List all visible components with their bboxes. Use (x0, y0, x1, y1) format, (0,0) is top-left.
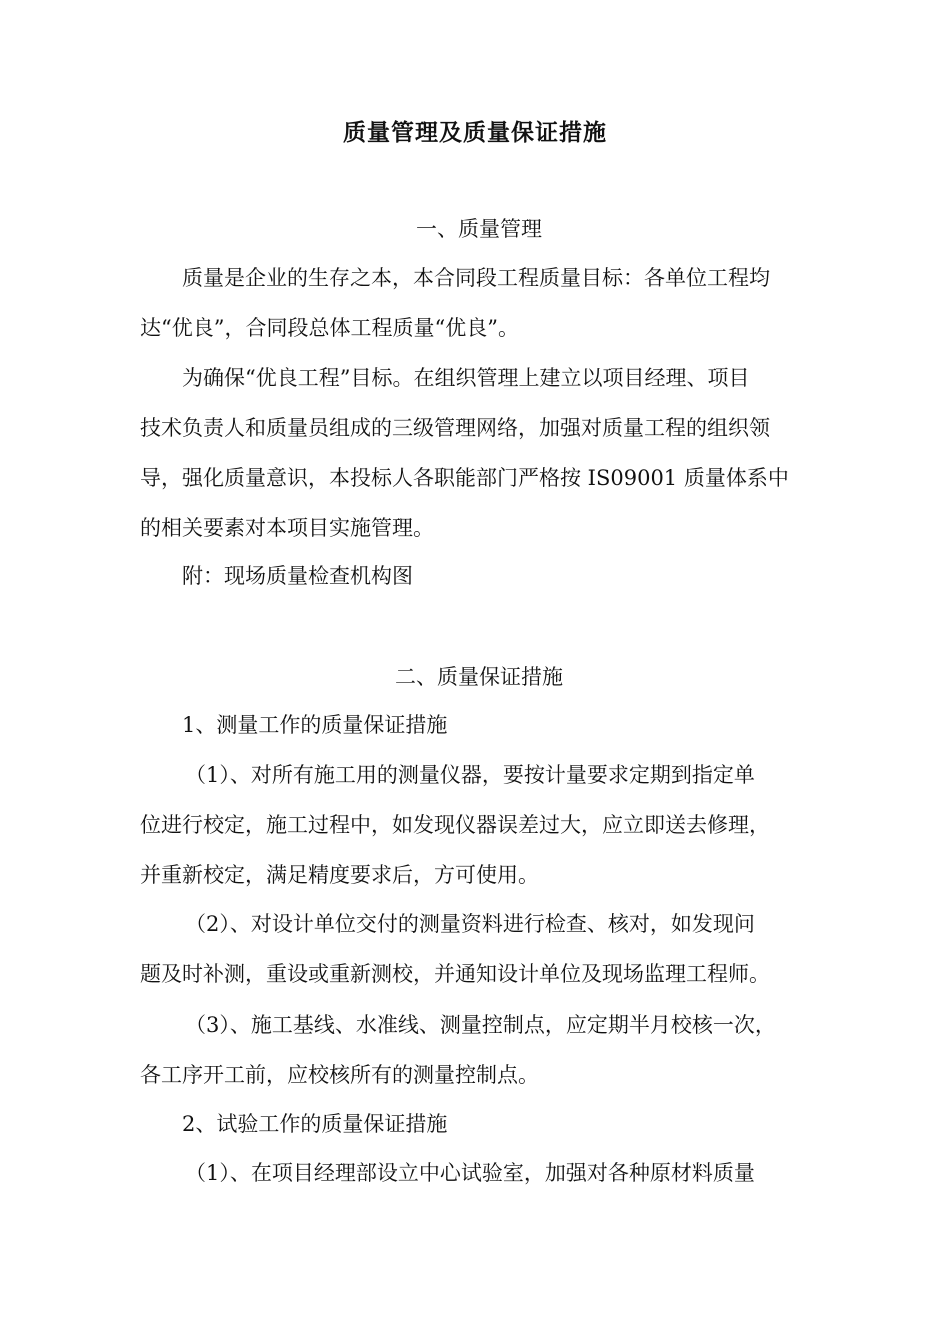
paragraph-line: （1）、对所有施工用的测量仪器，要按计量要求定期到指定单 (185, 763, 755, 787)
paragraph-line: 技术负责人和质量员组成的三级管理网络，加强对质量工程的组织领 (140, 416, 770, 440)
section-1-paragraph-2 (140, 353, 820, 553)
paragraph-line: 为确保“优良工程”目标。在组织管理上建立以项目经理、项目 (182, 366, 750, 390)
attachment-note: 附：现场质量检查机构图 (182, 564, 413, 588)
paragraph-line: 导，强化质量意识，本投标人各职能部门严格按 IS09001 质量体系中 (140, 466, 789, 490)
document-title: 质量管理及质量保证措施 (343, 119, 607, 146)
paragraph-line: 的相关要素对本项目实施管理。 (140, 516, 434, 540)
paragraph-line: 达“优良”，合同段总体工程质量“优良”。 (140, 316, 519, 340)
section-1-paragraph-1 (140, 253, 820, 353)
paragraph-line: 并重新校定，满足精度要求后，方可使用。 (140, 863, 539, 887)
subsection-1-item-3 (140, 1000, 820, 1100)
paragraph-line: （1）、在项目经理部设立中心试验室，加强对各种原材料质量 (185, 1161, 755, 1185)
subsection-1-item-1 (140, 750, 820, 900)
subsection-2-item-1 (140, 1148, 820, 1198)
section-2-heading: 二、质量保证措施 (395, 665, 563, 689)
paragraph-line: （3）、施工基线、水准线、测量控制点，应定期半月校核一次， (185, 1013, 776, 1037)
paragraph-line: （2）、对设计单位交付的测量资料进行检查、核对，如发现问 (185, 912, 755, 936)
subsection-1-heading (140, 700, 820, 750)
subsection-heading: 1、测量工作的质量保证措施 (182, 713, 448, 737)
paragraph-line: 各工序开工前，应校核所有的测量控制点。 (140, 1063, 539, 1087)
paragraph-line: 位进行校定，施工过程中，如发现仪器误差过大，应立即送去修理， (140, 813, 770, 837)
section-1-attachment-note (140, 551, 820, 601)
paragraph-line: 质量是企业的生存之本，本合同段工程质量目标：各单位工程均 (182, 266, 770, 290)
section-1-heading: 一、质量管理 (416, 217, 542, 241)
paragraph-line: 题及时补测，重设或重新测校，并通知设计单位及现场监理工程师。 (140, 962, 770, 986)
subsection-2-heading (140, 1099, 820, 1149)
subsection-1-item-2 (140, 899, 820, 999)
subsection-heading: 2、试验工作的质量保证措施 (182, 1112, 448, 1136)
